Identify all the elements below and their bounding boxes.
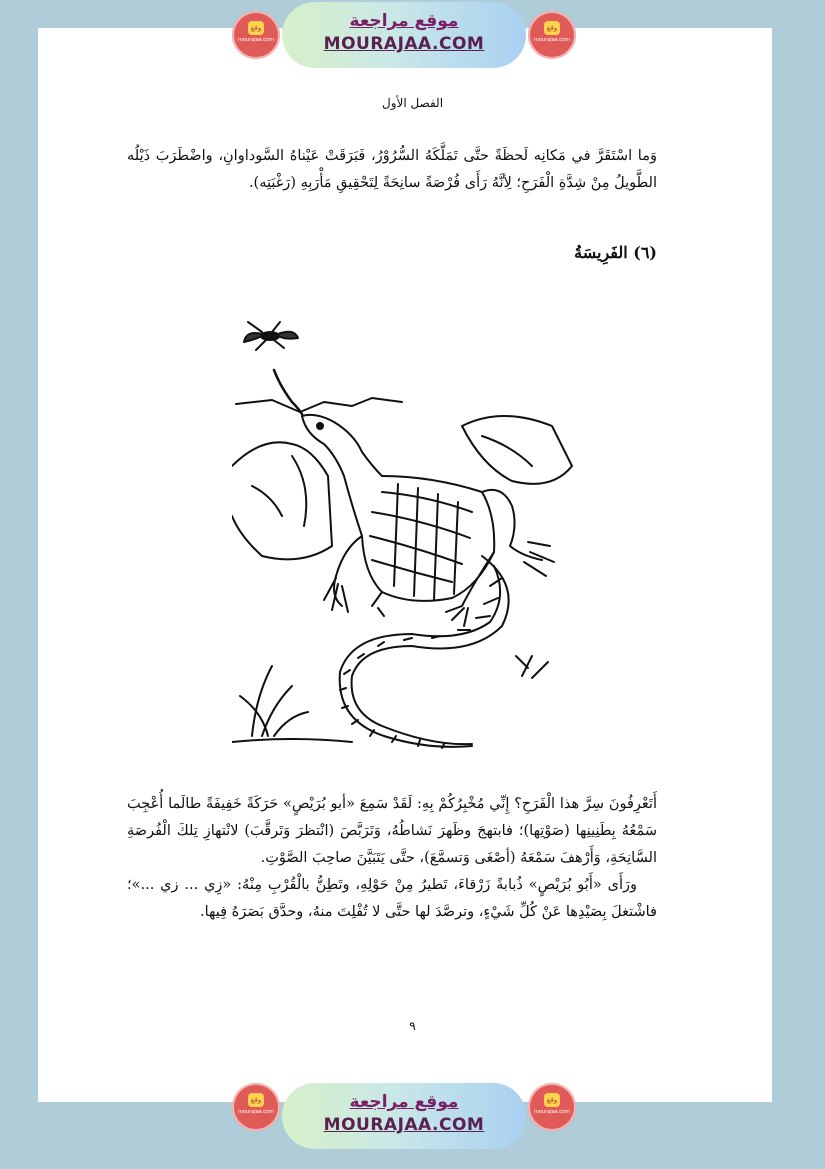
logo-icon: وقع: [544, 1093, 560, 1107]
banner-arabic-link[interactable]: موقع مراجعة: [349, 11, 459, 31]
page-number: ٩: [409, 1019, 416, 1033]
banner-domain-link[interactable]: MOURAJAA.COM: [323, 34, 485, 54]
paragraph-2-text: أَتَعْرِفُونَ سِرَّ هذا الْفَرَحِ؟ إِنِّي مُخْبِرُكُمْ بِهِ: لَقَدْ سَمِعَ «أبو بُرَيْصٍ» حَرَكَةً خَفِيفَةً طالَما أُعْجِبَ سَمْعُهُ بِطَنِينِها (صَوْتِها)؛ فابتهجَ وظَهرَ نَشاطُهُ، وَتَرَبَّصَ (انْتظرَ وَتَرقَّبَ) لانْتهازِ تِلكَ الْفُرصَةِ السَّانِحَةِ، وَأَرْهفَ سَمْعَهُ (أصْغَى وَتسمَّعَ)، حتَّى يَتَبَيَّنَ صاحِبَ الصَّوْتِ.: [127, 796, 657, 866]
paragraph-2: [127, 791, 657, 926]
site-logo-badge[interactable]: وقع mourajaa.com: [232, 1083, 280, 1131]
site-logo-badge[interactable]: وقع mourajaa.com: [232, 11, 280, 59]
banner-domain-link[interactable]: MOURAJAA.COM: [323, 1115, 485, 1135]
logo-icon: وقع: [544, 21, 560, 35]
lizard-and-fly-illustration: [232, 316, 578, 752]
banner-arabic-link[interactable]: موقع مراجعة: [349, 1092, 459, 1112]
paragraph-1: وَما اسْتَقَرَّ في مَكانِه لَحظَةً حتَّى تَمَلَّكَهُ السُّرُوْرُ، فَبَرَقَتْ عَيْناهُ السَّوداوانِ، واضْطَرَبَ ذَيْلُه الطَّويلُ مِنْ شِدَّةِ الْفَرَحِ؛ لِأنَّهُ رَأَى فُرْصَةً سانِحَةً لِتَحْقِيقِ مَأْرَبِهِ (رَغْبَتِه).: [127, 148, 657, 191]
logo-icon: وقع: [248, 1093, 264, 1107]
fly-icon: [244, 322, 298, 350]
site-banner-top[interactable]: [282, 2, 526, 68]
site-logo-badge[interactable]: وقع mourajaa.com: [528, 11, 576, 59]
site-logo-badge[interactable]: وقع mourajaa.com: [528, 1083, 576, 1131]
site-banner-bottom[interactable]: [282, 1083, 526, 1149]
paragraph-3-text: ورَأَى «أَبُو بُرَيْصٍ» ذُبابةً زَرْقاءَ، تَطيرُ مِنْ حَوْلِهِ، وتَطِنُّ بالْقُرْبِ مِنْهُ: «زِي ... زي ...»؛ فاشْتغلَ بِصَيْدِها عَنْ كُلِّ شَيْءٍ، وترصَّدَ لها حتَّى لا تُفْلِتَ منهُ، وحدَّق بَصَرَهُ فِيها.: [127, 877, 657, 920]
logo-icon: وقع: [248, 21, 264, 35]
chapter-title: الفصل الأول: [381, 96, 444, 110]
section-heading: (٦) الفَرِيسَةُ: [574, 243, 657, 262]
